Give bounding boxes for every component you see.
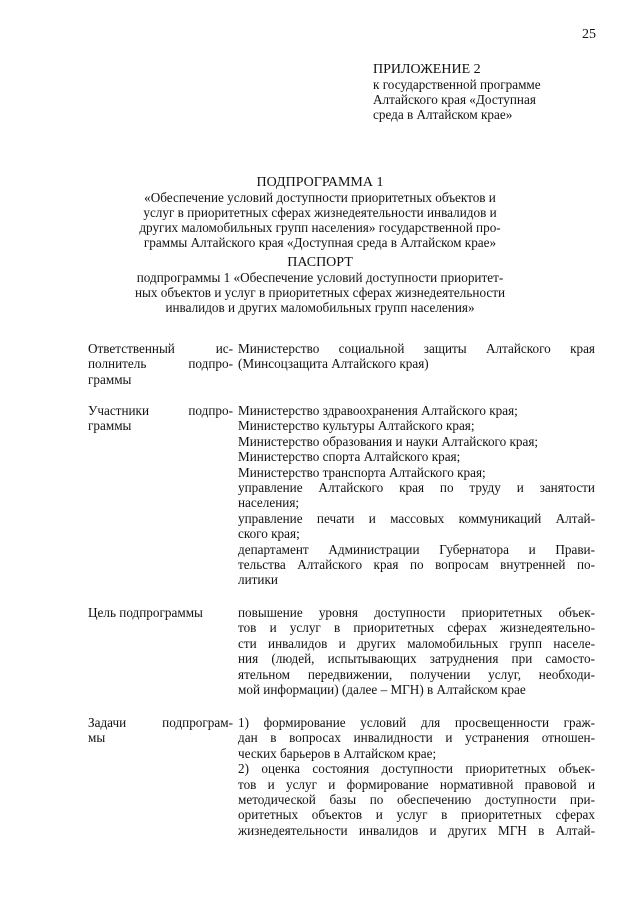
passport-line: подпрограммы 1 «Обеспечение условий доступности приоритет-	[136, 270, 504, 285]
passport-heading	[100, 255, 540, 315]
subprogram-title: ПОДПРОГРАММА 1	[256, 175, 384, 190]
subprogram-line: услуг в приоритетных сферах жизнедеятельности инвалидов и	[143, 205, 497, 220]
passport-line: инвалидов и других маломобильных групп населения»	[165, 300, 475, 315]
row-value: повышение уровня доступности приоритетных объек- тов и услуг в приоритетных сферах жизнедеятельно- сти инвалидов и других маломобильных групп населе- ния (людей, испытывающих затруднения при самосто- ятельном передвижении, получении услуг, необходи- мой информации) (далее – МГН) в Алтайском крае	[238, 605, 595, 698]
appendix-block	[373, 62, 623, 122]
row-label: Задачи подпрограм- мы	[88, 715, 233, 746]
page-number: 25	[582, 27, 596, 42]
subprogram-line: граммы Алтайского края «Доступная среда в Алтайском крае»	[143, 235, 497, 250]
row-label: Цель подпрограммы	[88, 605, 203, 620]
row-value: Министерство социальной защиты Алтайского края (Минсоцзащита Алтайского края)	[238, 341, 595, 372]
passport-line: ных объектов и услуг в приоритетных сферах жизнедеятельности	[134, 285, 506, 300]
row-label: Участники подпро- граммы	[88, 403, 233, 434]
appendix-line: среда в Алтайском крае»	[373, 107, 513, 122]
subprogram-heading	[100, 175, 540, 250]
row-value: Министерство здравоохранения Алтайского края; Министерство культуры Алтайского края; Министерство образования и науки Алтайского края; Министерство спорта Алтайского края; Министерство транспорта Алтайского края; управление Алтайского края по труду и занятости населения; управление печати и массовых коммуникаций Алтай- ского края; департамент Администрации Губернатора и Прави- тельства Алтайского края по вопросам внутренней по- литики	[238, 403, 595, 588]
passport-title: ПАСПОРТ	[287, 255, 353, 270]
row-label: Ответственный ис- полнитель подпро- граммы	[88, 341, 233, 387]
appendix-title: ПРИЛОЖЕНИЕ 2	[373, 62, 481, 77]
appendix-line: к государственной программе	[373, 77, 541, 92]
subprogram-line: других маломобильных групп населения» государственной про-	[139, 220, 501, 235]
subprogram-line: «Обеспечение условий доступности приоритетных объектов и	[144, 190, 496, 205]
row-value: 1) формирование условий для просвещенности граж- дан в вопросах инвалидности и устранения отношен- ческих барьеров в Алтайском крае; 2) оценка состояния доступности приоритетных объек- тов и услуг и формирование нормативной правовой и методической базы по обеспечению доступности при- оритетных объектов и услуг в приоритетных сферах жизнедеятельности инвалидов и других МГН в Алтай-	[238, 715, 595, 838]
appendix-line: Алтайского края «Доступная	[373, 92, 536, 107]
